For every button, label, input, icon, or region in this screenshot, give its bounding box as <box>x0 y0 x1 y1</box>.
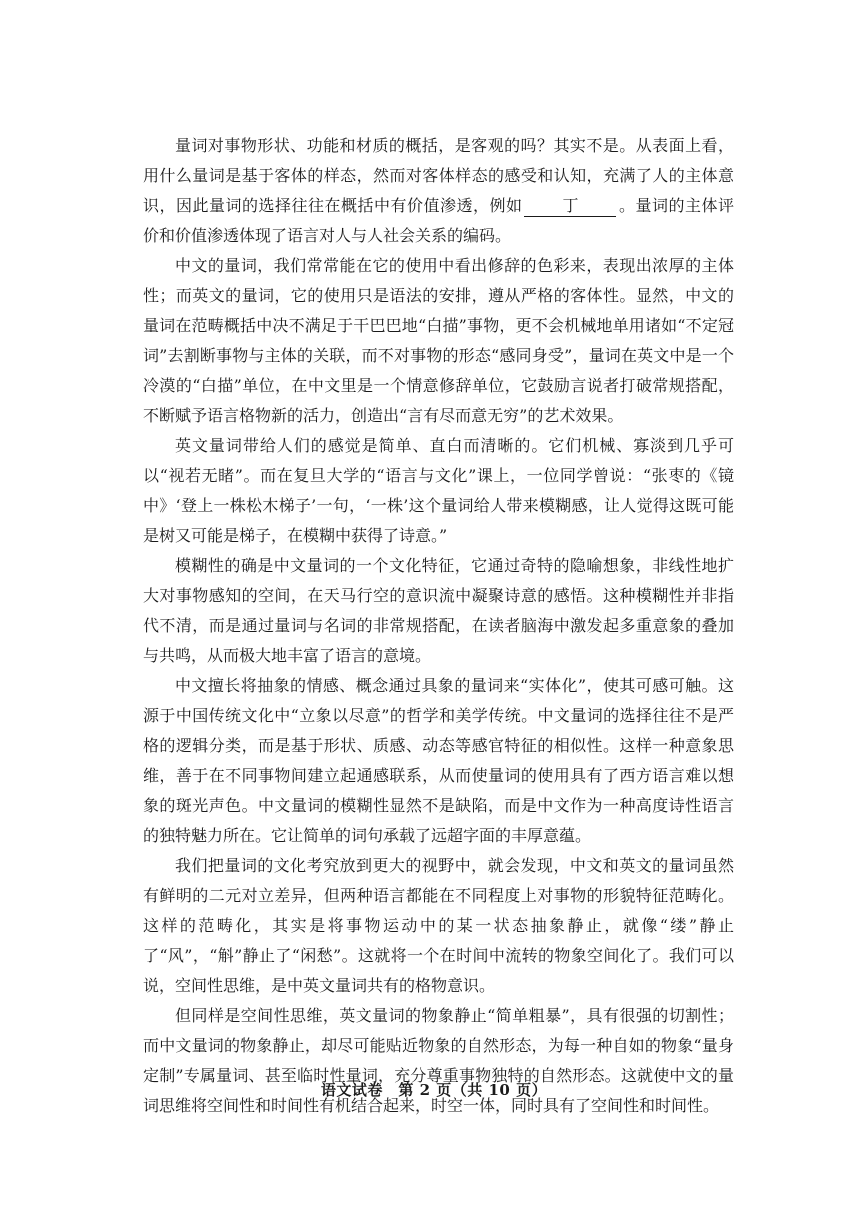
paragraph-3: 英文量词带给人们的感觉是简单、直白而清晰的。它们机械、寡淡到几乎可以“视若无睹”。而在复旦大学的“语言与文化”课上，一位同学曾说：“张枣的《镜中》‘登上一株松木梯子’一句，‘一株’这个量词给人带来模糊感，让人觉得这既可能是树又可能是梯子，在模糊中获得了诗意。” <box>143 436 734 545</box>
paragraph-1-text-before-blank: 量词对事物形状、功能和材质的概括，是客观的吗？其实不是。从表面上看，用什么量词是基于客体的样态，然而对客体样态的感受和认知，充满了人的主体意识，因此量词的选择往往在概括中有价值渗透，例如 <box>143 136 734 215</box>
paragraph-6: 我们把量词的文化考究放到更大的视野中，就会发现，中文和英文的量词虽然有鲜明的二元对立差异，但两种语言都能在不同程度上对事物的形貌特征范畴化。这样的范畴化，其实是将事物运动中的某一状态抽象静止，就像“缕”静止了“风”，“斛”静止了“闲愁”。这就将一个在时间中流转的物象空间化了。我们可以说，空间性思维，是中英文量词共有的格物意识。 <box>143 856 734 995</box>
blank-label: 丁 <box>562 196 579 215</box>
paragraph-1-text-after-blank: 。量词的主体评价和价值渗透体现了语言对人与人社会关系的编码。 <box>143 196 734 245</box>
paragraph-1 <box>143 131 734 251</box>
fill-in-blank <box>524 196 616 217</box>
paragraph-4: 模糊性的确是中文量词的一个文化特征，它通过奇特的隐喻想象，非线性地扩大对事物感知的空间，在天马行空的意识流中凝聚诗意的感悟。这种模糊性并非指代不清，而是通过量词与名词的非常规搭配，在读者脑海中激发起多重意象的叠加与共鸣，从而极大地丰富了语言的意境。 <box>143 556 734 665</box>
article-body <box>143 131 734 1121</box>
paragraph-2: 中文的量词，我们常常能在它的使用中看出修辞的色彩来，表现出浓厚的主体性；而英文的量词，它的使用只是语法的安排，遵从严格的客体性。显然，中文的量词在范畴概括中决不满足于干巴巴地“白描”事物，更不会机械地单用诸如“不定冠词”去割断事物与主体的关联，而不对事物的形态“感同身受”，量词在英文中是一个冷漠的“白描”单位，在中文里是一个情意修辞单位，它鼓励言说者打破常规搭配，不断赋予语言格物新的活力，创造出“言有尽而意无穷”的艺术效果。 <box>143 256 734 425</box>
paragraph-7: 但同样是空间性思维，英文量词的物象静止“简单粗暴”，具有很强的切割性；而中文量词的物象静止，却尽可能贴近物象的自然形态，为每一种自如的物象“量身定制”专属量词、甚至临时性量词，充分尊重事物独特的自然形态。这就使中文的量词思维将空间性和时间性有机结合起来，时空一体，同时具有了空间性和时间性。 <box>143 1006 734 1115</box>
paragraph-5: 中文擅长将抽象的情感、概念通过具象的量词来“实体化”，使其可感可触。这源于中国传统文化中“立象以尽意”的哲学和美学传统。中文量词的选择往往不是严格的逻辑分类，而是基于形状、质感、动态等感官特征的相似性。这样一种意象思维，善于在不同事物间建立起通感联系，从而使量词的使用具有了西方语言难以想象的斑光声色。中文量词的模糊性显然不是缺陷，而是中文作为一种高度诗性语言的独特魅力所在。它让简单的词句承载了远超字面的丰厚意蕴。 <box>143 676 734 845</box>
page-footer: 语文试卷 第 2 页（共 10 页） <box>320 1081 548 1099</box>
